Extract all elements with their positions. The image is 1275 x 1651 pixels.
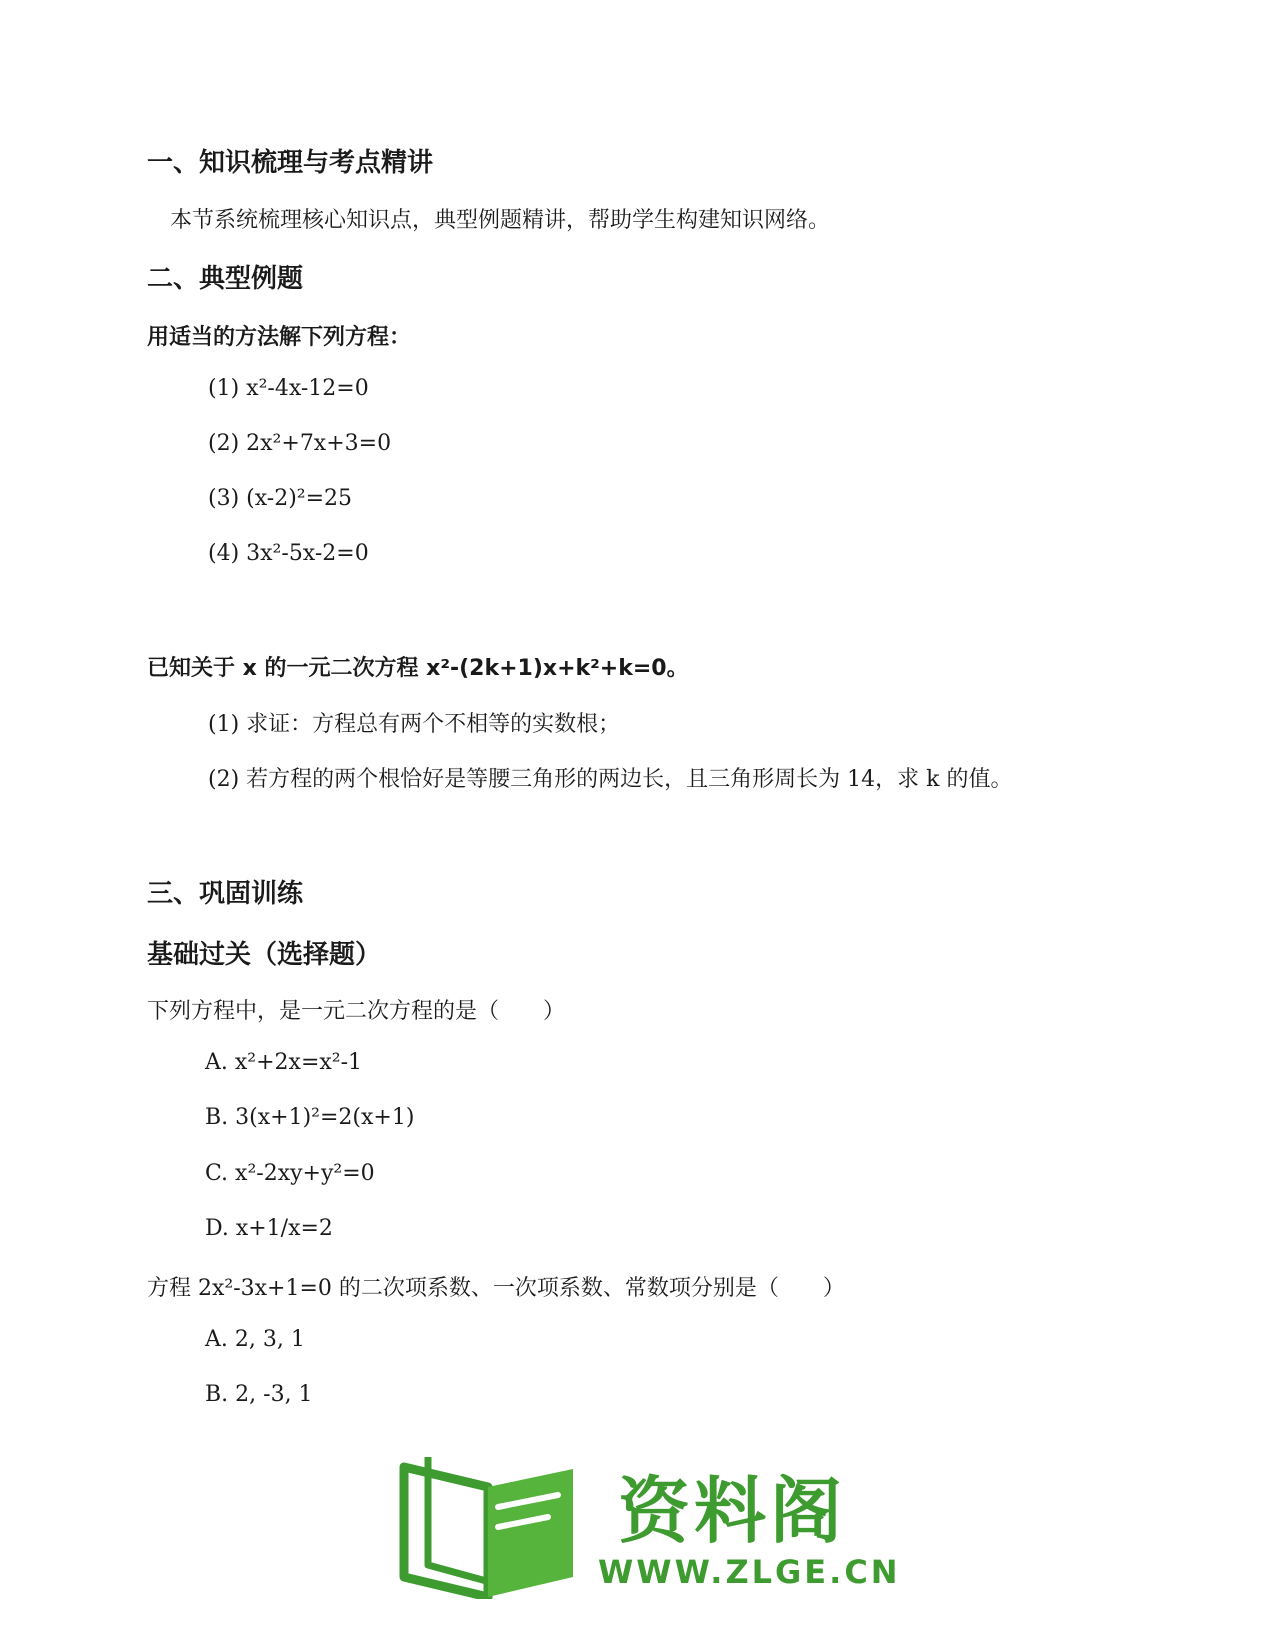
mc1-option-c: C. x²-2xy+y²=0 [205, 1161, 375, 1186]
watermark-url: WWW.ZLGE.CN [598, 1553, 901, 1591]
example1-item-1: (1) x²-4x-12=0 [208, 376, 369, 401]
watermark-logo [398, 1447, 901, 1599]
section1-title: 一、知识梳理与考点精讲 [147, 148, 434, 178]
open-book-icon [398, 1447, 598, 1599]
section2-title: 二、典型例题 [147, 264, 304, 294]
example2-item-1: (1) 求证：方程总有两个不相等的实数根； [208, 712, 621, 737]
mc2-option-a: A. 2, 3, 1 [205, 1327, 305, 1352]
mc1-option-a: A. x²+2x=x²-1 [205, 1050, 363, 1075]
mc2-option-b: B. 2, -3, 1 [205, 1382, 313, 1407]
example2-item-2: (2) 若方程的两个根恰好是等腰三角形的两边长，且三角形周长为 14，求 k 的值。 [208, 767, 1013, 792]
mc1-question: 下列方程中，是一元二次方程的是（ ） [147, 999, 566, 1024]
mc1-option-d: D. x+1/x=2 [205, 1216, 333, 1241]
example1-item-4: (4) 3x²-5x-2=0 [208, 541, 369, 566]
section3-subtitle: 基础过关（选择题） [147, 940, 382, 970]
mc2-question: 方程 2x²-3x+1=0 的二次项系数、一次项系数、常数项分别是（ ） [147, 1276, 845, 1301]
example1-prompt: 用适当的方法解下列方程： [147, 325, 412, 350]
example1-item-2: (2) 2x²+7x+3=0 [208, 431, 392, 456]
section1-intro: 本节系统梳理核心知识点，典型例题精讲，帮助学生构建知识网络。 [170, 208, 831, 233]
section3-title: 三、巩固训练 [147, 879, 304, 909]
example2-prompt: 已知关于 x 的一元二次方程 x²-(2k+1)x+k²+k=0。 [147, 656, 689, 681]
mc1-option-b: B. 3(x+1)²=2(x+1) [205, 1105, 415, 1130]
example1-item-3: (3) (x-2)²=25 [208, 486, 353, 511]
watermark-brand: 资料阁 [618, 1469, 847, 1553]
